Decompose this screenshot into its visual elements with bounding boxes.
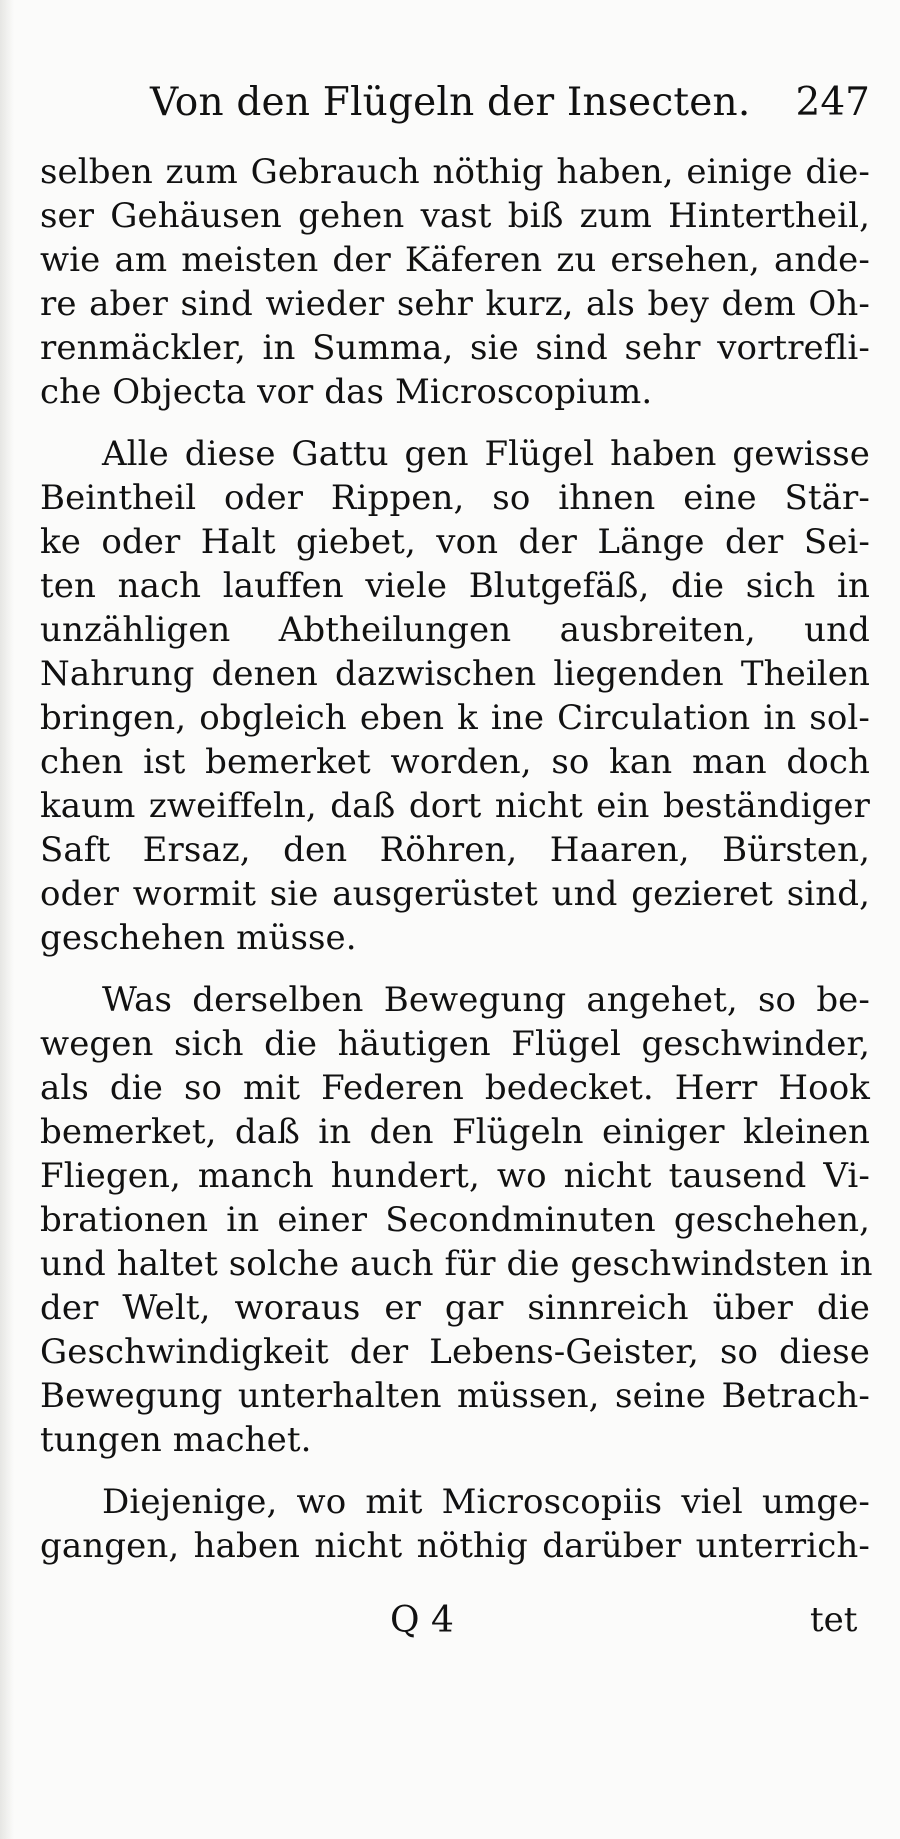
paragraph-4 [40,1480,870,1568]
page-header [150,80,870,140]
text-line: Bewegung unterhalten müssen, seine Betrach- [40,1376,870,1416]
text-line: wegen sich die häutigen Flügel geschwinder, [40,1024,870,1064]
text-line: ten nach lauffen viele Blutgefäß, die sich in [40,566,870,606]
catchword: tet [810,1600,858,1640]
text-line: ke oder Halt giebet, von der Länge der Sei- [40,522,870,562]
paragraph-3 [40,978,873,1462]
text-line: der Welt, woraus er gar sinnreich über die [40,1288,870,1328]
page-footer [0,1600,900,1660]
body-text [40,150,873,1586]
text-line: bemerket, daß in den Flügeln einiger kleinen [40,1112,870,1152]
text-line: selben zum Gebrauch nöthig haben, einige die- [40,152,870,192]
text-line: ser Gehäusen gehen vast biß zum Hintertheil, [40,196,870,236]
text-line: bringen, obgleich eben k ine Circulation in sol- [40,698,870,738]
text-line: Saft Ersaz, den Röhren, Haaren, Bürsten, [40,830,870,870]
signature-mark: Q 4 [390,1600,454,1641]
text-line: geschehen müsse. [40,918,357,958]
running-title: Von den Flügeln der Insecten. [150,80,751,125]
paragraph-1 [40,150,870,414]
text-line: che Objecta vor das Microscopium. [40,372,653,412]
text-line: chen ist bemerket worden, so kan man doch [40,742,870,782]
text-line: unzähligen Abtheilungen ausbreiten, und [40,610,870,650]
text-line: Alle diese Gattu gen Flügel haben gewisse [102,434,870,474]
text-line: und haltet solche auch für die geschwindsten in [40,1244,873,1284]
text-line: Geschwindigkeit der Lebens-Geister, so diese [40,1332,870,1372]
text-line: Beintheil oder Rippen, so ihnen eine Stär- [40,478,870,518]
text-line: kaum zweiffeln, daß dort nicht ein beständiger [40,786,870,826]
text-line: Fliegen, manch hundert, wo nicht tausend Vi- [40,1156,870,1196]
page-number: 247 [795,80,870,125]
text-line: re aber sind wieder sehr kurz, als bey dem Oh- [40,284,870,324]
text-line: als die so mit Federen bedecket. Herr Hook [40,1068,870,1108]
text-line: Nahrung denen dazwischen liegenden Theilen [40,654,870,694]
text-line: Diejenige, wo mit Microscopiis viel umge- [102,1482,870,1522]
text-line: oder wormit sie ausgerüstet und gezieret sind, [40,874,870,914]
text-line: renmäckler, in Summa, sie sind sehr vortrefli- [40,328,870,368]
text-line: brationen in einer Secondminuten geschehen, [40,1200,870,1240]
text-line: wie am meisten der Käferen zu ersehen, ande- [40,240,870,280]
text-line: gangen, haben nicht nöthig darüber unterrich- [40,1526,870,1566]
text-line: tungen machet. [40,1420,312,1460]
text-line: Was derselben Bewegung angehet, so be- [102,980,870,1020]
page-edge-shadow [0,0,14,1839]
paragraph-2 [40,432,870,960]
